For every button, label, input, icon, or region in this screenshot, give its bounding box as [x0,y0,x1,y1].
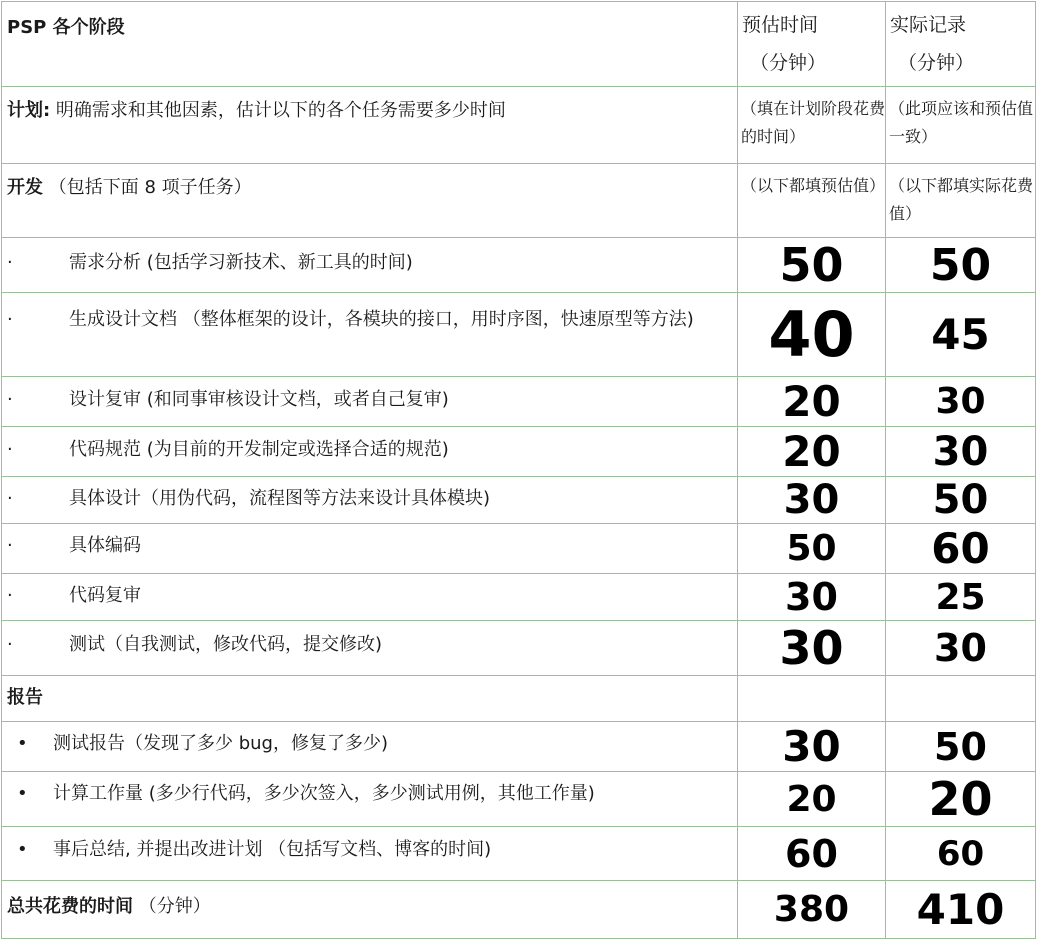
estimate-value: 20 [782,427,841,476]
report-item-row [2,827,1036,881]
dev-row [2,164,1036,238]
actual-value: 50 [934,724,987,769]
plan-row [2,87,1036,164]
estimate-value: 30 [785,575,838,619]
actual-value: 30 [932,428,989,475]
report-item-row [2,772,1036,827]
plan-actual-note: （此项应该和预估值一致） [889,99,1034,146]
report-row [2,676,1036,722]
dev-cell [2,164,737,202]
dev-item-row [2,477,1036,524]
header-estimate [738,2,885,82]
estimate-value: 30 [783,477,840,523]
dev-item-row [2,293,1036,377]
actual-value: 50 [932,477,989,523]
row-dot: · [7,535,13,556]
plan-estimate-note: （填在计划阶段花费的时间） [741,99,886,146]
header-estimate-line2: （分钟） [750,52,827,74]
actual-value: 30 [934,626,987,670]
estimate-value: 60 [785,831,838,876]
header-actual-line1: 实际记录 [890,14,967,36]
row-dot: · [7,439,13,460]
plan-cell [2,87,737,125]
task-label: 测试（自我测试，修改代码，提交修改) [69,634,383,655]
row-dot: · [7,252,13,273]
dev-item-row [2,524,1036,574]
psp-table [1,1,1036,939]
header-row [2,2,1036,87]
bullet-icon: • [17,783,28,804]
dev-item-row [2,574,1036,621]
actual-value: 25 [935,576,986,618]
task-label: 测试报告（发现了多少 bug，修复了多少) [53,733,389,754]
bullet-icon: • [17,733,28,754]
estimate-value: 40 [768,298,855,371]
task-label: 具体编码 [69,535,141,556]
estimate-value: 20 [782,377,841,426]
report-item-row [2,722,1036,772]
bullet-icon: • [17,839,28,860]
task-label: 具体设计（用伪代码，流程图等方法来设计具体模块) [69,488,491,509]
dev-item-row [2,427,1036,477]
task-label: 代码规范 (为目前的开发制定或选择合适的规范) [69,439,449,460]
header-actual [886,2,1035,82]
dev-estimate-note: （以下都填预估值） [741,176,886,195]
row-dot: · [7,488,13,509]
actual-value: 50 [929,239,992,291]
task-label: 代码复审 [69,585,141,606]
estimate-value: 30 [782,722,841,771]
dev-label: 开发 [7,177,43,198]
plan-text: 明确需求和其他因素，估计以下的各个任务需要多少时间 [50,100,506,121]
total-label: 总共花费的时间 [7,896,133,917]
row-dot: · [7,634,13,655]
total-row [2,881,1036,939]
total-unit: （分钟） [138,896,211,917]
row-dot: · [7,309,13,330]
dev-item-row [2,238,1036,293]
task-label: 设计复审 (和同事审核设计文档，或者自己复审) [69,389,449,410]
actual-value: 45 [931,310,990,359]
row-dot: · [7,585,13,606]
header-stage: PSP 各个阶段 [7,17,125,38]
plan-label: 计划: [7,100,51,121]
dev-item-row [2,377,1036,427]
task-label: 计算工作量 (多少行代码，多少次签入，多少测试用例，其他工作量) [53,783,595,804]
task-label: 需求分析 (包括学习新技术、新工具的时间) [69,252,413,273]
actual-value: 30 [935,381,986,422]
dev-text: （包括下面 8 项子任务） [48,177,252,198]
header-estimate-line1: 预估时间 [742,14,819,36]
task-label: 事后总结, 并提出改进计划 （包括写文档、博客的时间) [53,839,492,860]
total-estimate-value: 380 [773,889,850,930]
header-actual-line2: （分钟） [898,52,975,74]
actual-value: 20 [928,772,993,826]
estimate-value: 50 [779,238,844,292]
dev-item-row [2,621,1036,676]
estimate-value: 30 [779,621,844,675]
dev-actual-note: （以下都填实际花费值） [889,176,1034,223]
total-actual-value: 410 [916,885,1005,934]
report-label: 报告 [7,687,43,708]
estimate-value: 50 [786,528,837,569]
actual-value: 60 [936,833,985,874]
estimate-value: 20 [786,778,837,820]
actual-value: 60 [931,524,990,573]
task-label: 生成设计文档 （整体框架的设计，各模块的接口，用时序图，快速原型等方法) [69,309,694,330]
row-dot: · [7,389,13,410]
